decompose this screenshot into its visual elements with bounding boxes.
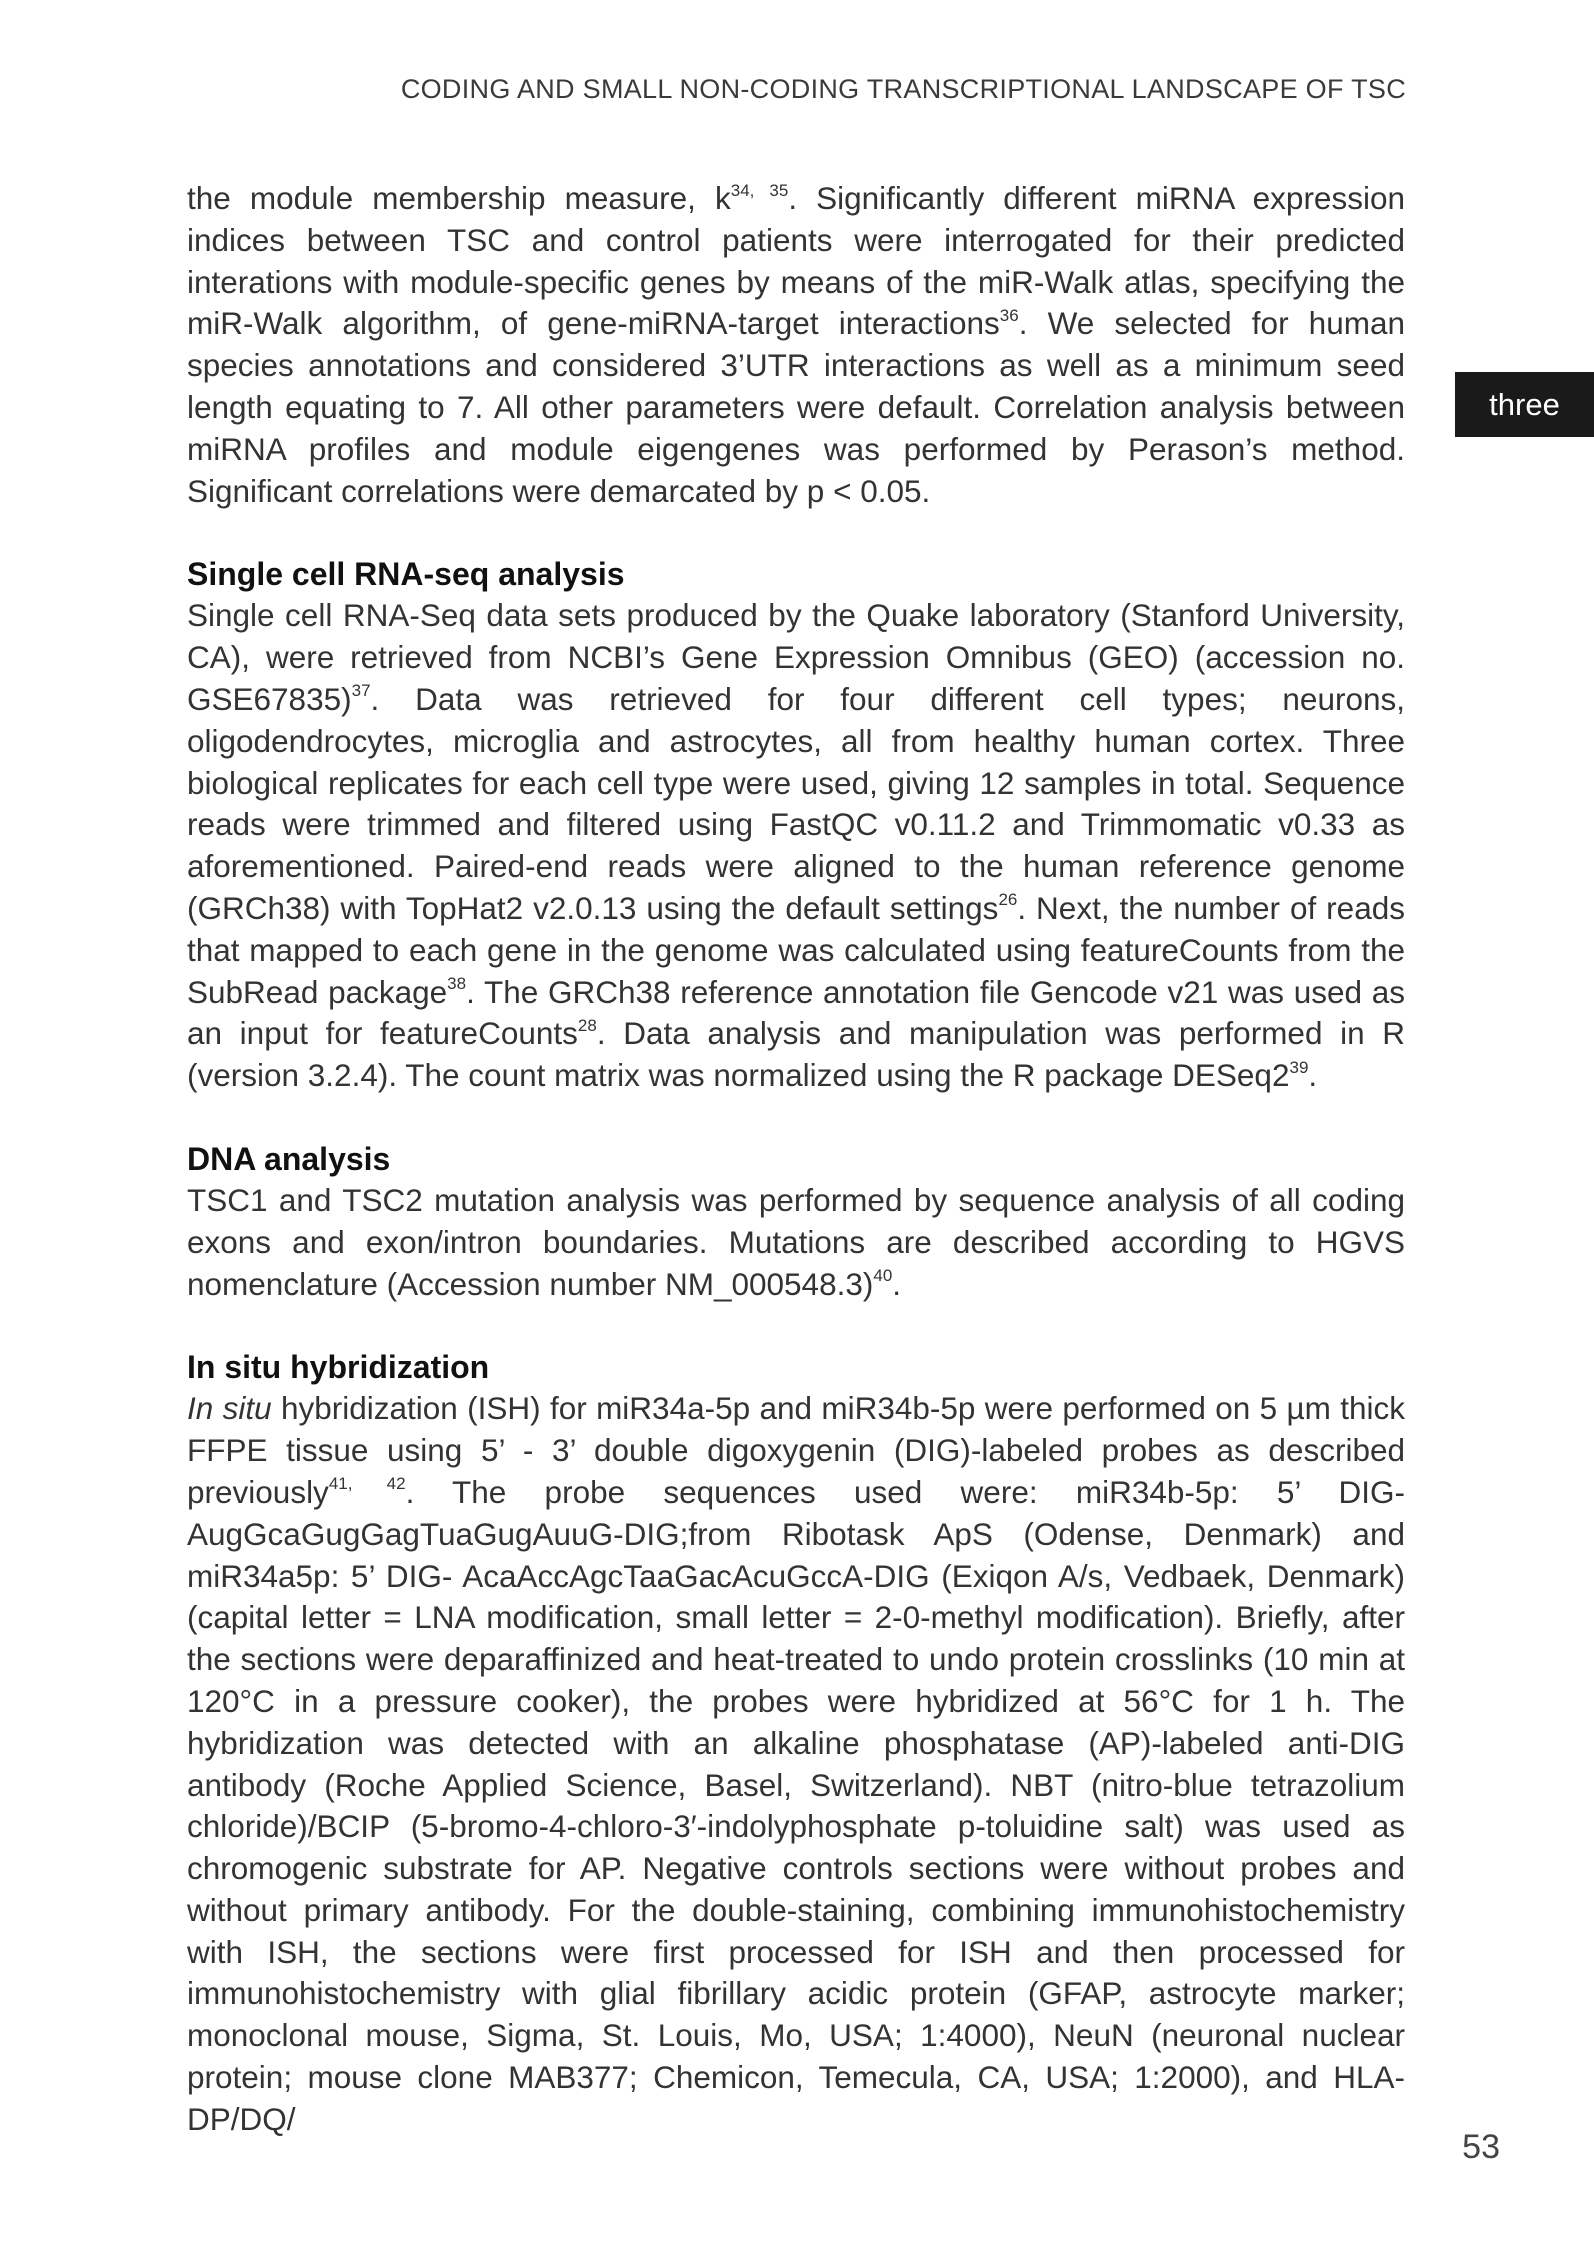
body-text	[187, 178, 1405, 2141]
text-run: Single cell RNA-Seq data sets produced by the Quake laboratory (Stanford University, CA), were retrieved from NCBI’s Gene Expression Omnibus (GEO) (accession no. GSE67835)	[187, 597, 1405, 717]
text-run: the module membership measure, k	[187, 180, 731, 216]
chapter-tab: three	[1455, 372, 1594, 437]
text-run: . Next, the number of reads that mapped to each gene in the genome was calculated using featureCounts from the SubRead package	[187, 889, 1405, 1010]
citation: 34, 35	[730, 180, 789, 200]
text-run: . Data analysis and manipulation was performed in R (version 3.2.4). The count matrix was normalized using the R package DESeq2	[187, 1015, 1405, 1094]
citation: 26	[998, 890, 1018, 910]
text-run: .	[1308, 1057, 1318, 1094]
dna-paragraph	[187, 1180, 1405, 1305]
citation: 40	[873, 1266, 893, 1286]
citation: 41, 42	[328, 1474, 406, 1494]
text-run: . The GRCh38 reference annotation file Gencode v21 was used as an input for featureCounts	[187, 973, 1405, 1052]
section-heading-dna: DNA analysis	[187, 1140, 391, 1177]
page-number: 53	[1462, 2128, 1500, 2166]
ish-paragraph	[187, 1388, 1405, 2140]
section-heading-single-cell: Single cell RNA-seq analysis	[187, 556, 625, 593]
text-run: . Data was retrieved for four different cell types; neurons, oligodendrocytes, microglia and astrocytes, all from healthy human cortex. Three biological replicates for each cell type were used, giving 12 samples in total. Sequence reads were trimmed and filtered using FastQC v0.11.2 and Trimmomatic v0.33 as aforementioned. Paired-end reads were aligned to the human reference genome (GRCh38) with TopHat2 v2.0.13 using the default settings	[187, 680, 1405, 926]
text-run: hybridization (ISH) for miR34a-5p and miR34b-5p were performed on 5 µm thick FFPE tissue using 5’ - 3’ double digoxygenin (DIG)-labeled probes as described previously	[187, 1390, 1405, 1510]
citation: 37	[351, 681, 371, 701]
text-run: .	[892, 1265, 902, 1302]
citation: 39	[1289, 1057, 1309, 1077]
running-header: CODING AND SMALL NON-CODING TRANSCRIPTIONAL LANDSCAPE OF TSC	[400, 74, 1406, 104]
citation: 36	[999, 305, 1019, 325]
section-heading-ish: In situ hybridization	[187, 1349, 490, 1386]
citation: 28	[577, 1015, 597, 1035]
text-run: . We selected for human species annotations and considered 3’UTR interactions as well as a minimum seed length equating to 7. All other parameters were default. Correlation analysis between miRNA profiles and module eigengenes was performed by Perason’s method. Significant correlations were demarcated by p < 0.05.	[187, 305, 1405, 509]
text-run: . Significantly different miRNA expression indices between TSC and control patients were interrogated for their predicted interations with module-specific genes by means of the miR-Walk atlas, specifying the miR-Walk algorithm, of gene-miRNA-target interactions	[187, 180, 1405, 342]
text-run: . The probe sequences used were: miR34b-5p: 5’ DIG-AugGcaGugGagTuaGugAuuG-DIG;from Ribotask ApS (Odense, Denmark) and miR34a5p: 5’ DIG- AcaAccAgcTaaGacAcuGccA-DIG (Exiqon A/s, Vedbaek, Denmark) (capital letter = LNA modification, small letter = 2-0-methyl modification). Briefly, after the sections were deparaffinized and heat-treated to undo protein crosslinks (10 min at 120°C in a pressure cooker), the probes were hybridized at 56°C for 1 h. The hybridization was detected with an alkaline phosphatase (AP)-labeled anti-DIG antibody (Roche Applied Science, Basel, Switzerland). NBT (nitro-blue tetrazolium chloride)/BCIP (5-bromo-4-chloro-3′-indolyphosphate p-toluidine salt) was used as chromogenic substrate for AP. Negative controls sections were without probes and without primary antibody. For the double-staining, combining immunohistochemistry with ISH, the sections were first processed for ISH and then processed for immunohistochemistry with glial fibrillary acidic protein (GFAP, astrocyte marker; monoclonal mouse, Sigma, St. Louis, Mo, USA; 1:4000), NeuN (neuronal nuclear protein; mouse clone MAB377; Chemicon, Temecula, CA, USA; 1:2000), and HLA-DP/DQ/	[187, 1473, 1406, 2137]
single-cell-paragraph	[187, 595, 1405, 1097]
intro-paragraph	[187, 178, 1405, 512]
citation: 38	[447, 974, 467, 994]
text-run-italic: In situ	[187, 1390, 272, 1427]
text-run: TSC1 and TSC2 mutation analysis was performed by sequence analysis of all coding exons and exon/intron boundaries. Mutations are described according to HGVS nomenclature (Accession number NM_000548.3)	[187, 1181, 1405, 1302]
